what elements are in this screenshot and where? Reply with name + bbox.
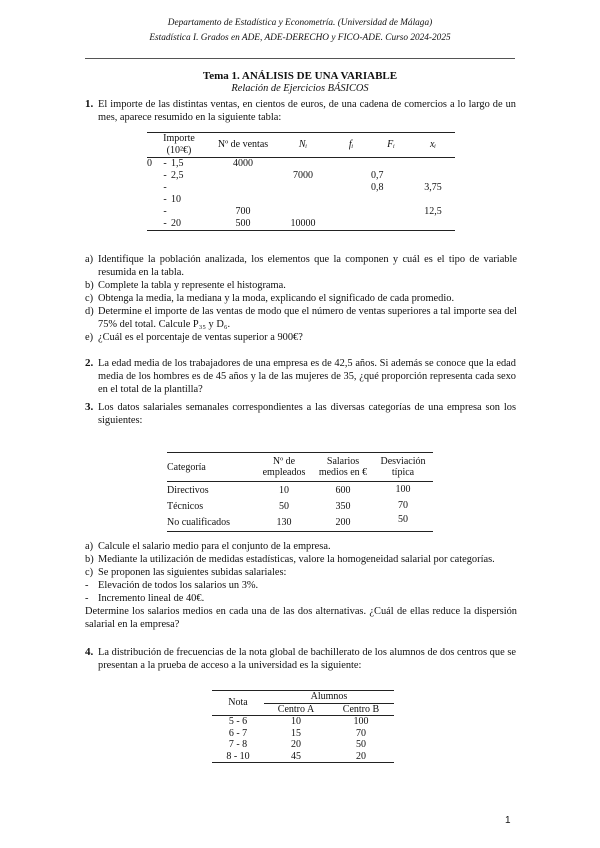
cell: 12,5 bbox=[424, 206, 442, 217]
header-desviacion bbox=[373, 453, 433, 482]
cell: - bbox=[163, 158, 167, 169]
cell bbox=[211, 170, 275, 182]
cell: 10 bbox=[291, 716, 301, 727]
question-3-text: Los datos salariales semanales correspondientes a las diversas categorías de una empresa son los siguientes: bbox=[98, 402, 516, 426]
cell: 8 - 10 bbox=[226, 750, 250, 762]
cell: 3,75 bbox=[424, 182, 442, 193]
header-alumnos: Alumnos bbox=[264, 691, 394, 704]
table-row bbox=[167, 482, 433, 497]
question-3-number: 3. bbox=[85, 401, 94, 413]
cell: 600 bbox=[335, 485, 351, 496]
list-item bbox=[85, 592, 517, 605]
item-text: ¿Cuál es el porcentaje de ventas superior a 900€? bbox=[98, 332, 303, 343]
cell: - bbox=[163, 170, 167, 181]
question-4-text: La distribución de frecuencias de la nota global de bachillerato de los alumnos de dos centros que se presentan a la prueba de acceso a la universidad es la siguiente: bbox=[98, 647, 516, 671]
grades-table-header-row bbox=[212, 691, 394, 704]
cell: 70 bbox=[398, 500, 408, 511]
cell: 0,8 bbox=[371, 182, 384, 193]
table-row bbox=[147, 206, 455, 218]
header-empleados-line1: Nº de bbox=[272, 456, 296, 467]
table-row bbox=[212, 751, 394, 763]
item-text: Determine el importe de las ventas de modo que el número de ventas superiores a tal importe sea del 75% del total. Calcule P₃₅ y D₆. bbox=[98, 306, 517, 330]
cell: 20 bbox=[356, 750, 366, 762]
cell bbox=[171, 206, 211, 218]
cell: 7000 bbox=[293, 170, 313, 181]
table-row bbox=[147, 182, 455, 194]
cell: Directivos bbox=[167, 485, 209, 496]
cell bbox=[371, 206, 411, 218]
cell bbox=[147, 182, 159, 194]
cell bbox=[331, 218, 371, 231]
item-label: c) bbox=[85, 293, 94, 304]
cell bbox=[331, 194, 371, 206]
item-text: Complete la tabla y represente el histograma. bbox=[98, 280, 286, 291]
table-row bbox=[167, 512, 433, 532]
question-1-text: El importe de las distintas ventas, en cientos de euros, de una cadena de comercios a lo largo de un mes, aparece resumido en la siguiente tabla: bbox=[98, 99, 516, 123]
header-centro-a: Centro A bbox=[277, 703, 315, 715]
salary-table-header-row bbox=[167, 453, 433, 482]
list-item bbox=[85, 279, 517, 292]
cell bbox=[411, 158, 455, 171]
cell: - bbox=[163, 182, 167, 193]
item-text: Identifique la población analizada, los elementos que la componen y cuál es el tipo de variable resumida en la tabla. bbox=[98, 254, 517, 278]
cell bbox=[211, 182, 275, 194]
header-num-ventas: Nº de ventas bbox=[217, 139, 269, 150]
page-subtitle: Relación de Ejercicios BÁSICOS bbox=[231, 83, 369, 94]
table-row bbox=[212, 728, 394, 740]
cell bbox=[275, 158, 331, 171]
cell: 5 - 6 bbox=[228, 716, 248, 727]
table-row bbox=[167, 496, 433, 512]
header-salarios bbox=[313, 453, 373, 482]
table-row bbox=[147, 158, 455, 171]
cell: - bbox=[163, 194, 167, 205]
cell bbox=[147, 218, 159, 231]
cell: 10 bbox=[171, 194, 181, 205]
cell: 50 bbox=[398, 514, 408, 525]
cell bbox=[371, 158, 411, 171]
item-label: a) bbox=[85, 541, 94, 552]
cell: 100 bbox=[353, 716, 369, 727]
cell bbox=[211, 194, 275, 206]
cell: 6 - 7 bbox=[228, 727, 248, 739]
list-item bbox=[85, 579, 517, 592]
cell: 0 bbox=[147, 158, 152, 169]
cell: Técnicos bbox=[167, 501, 204, 512]
cell: 1,5 bbox=[171, 158, 184, 169]
header-nota: Nota bbox=[212, 691, 264, 716]
item-label: - bbox=[85, 580, 89, 591]
cell bbox=[147, 206, 159, 218]
cell bbox=[275, 194, 331, 206]
header-course: Estadística I. Grados en ADE, ADE-DERECHO y FICO-ADE. Curso 2024-2025 bbox=[149, 33, 451, 43]
question-3-closing: Determine los salarios medios en cada una de las dos alternativas. ¿Cuál de ellas reduce la dispersión salarial en la empresa? bbox=[85, 606, 517, 630]
cell: 500 bbox=[235, 218, 251, 229]
cell: 4000 bbox=[233, 158, 253, 169]
question-1-number: 1. bbox=[85, 98, 94, 110]
list-item bbox=[85, 292, 517, 305]
question-1-items bbox=[85, 253, 517, 344]
cell: 10 bbox=[279, 485, 289, 496]
item-text: Se proponen las siguientes subidas salariales: bbox=[98, 567, 287, 578]
cell bbox=[371, 218, 411, 231]
item-text: Incremento lineal de 40€. bbox=[98, 593, 205, 604]
cell: 70 bbox=[356, 727, 366, 739]
header-department: Departamento de Estadística y Econometría. (Universidad de Málaga) bbox=[167, 18, 433, 28]
cell: - bbox=[163, 218, 167, 229]
question-2-number: 2. bbox=[85, 357, 94, 369]
cell: 45 bbox=[291, 750, 301, 762]
cell: 200 bbox=[335, 517, 351, 528]
header-empleados bbox=[255, 453, 313, 482]
cell bbox=[331, 182, 371, 194]
cell: 700 bbox=[235, 206, 251, 217]
cell bbox=[331, 170, 371, 182]
table-row bbox=[147, 170, 455, 182]
list-item bbox=[85, 305, 517, 331]
item-text: Calcule el salario medio para el conjunto de la empresa. bbox=[98, 541, 331, 552]
table-row bbox=[212, 716, 394, 728]
salary-table bbox=[167, 452, 433, 532]
item-label: e) bbox=[85, 332, 94, 343]
header-Ni: Nᵢ bbox=[298, 139, 308, 150]
cell bbox=[171, 182, 211, 194]
header-importe-unit: (10²€) bbox=[166, 145, 192, 156]
cell: 2,5 bbox=[171, 170, 184, 181]
item-text: Elevación de todos los salarios un 3%. bbox=[98, 580, 259, 591]
question-3-items bbox=[85, 540, 517, 631]
header-desviacion-line1: Desviación bbox=[380, 456, 426, 467]
cell bbox=[411, 218, 455, 231]
cell bbox=[147, 170, 159, 182]
header-rule bbox=[85, 58, 515, 59]
item-text: Mediante la utilización de medidas estadísticas, valore la homogeneidad salarial por categorías. bbox=[98, 554, 495, 565]
cell: 50 bbox=[279, 501, 289, 512]
cell: 15 bbox=[291, 727, 301, 739]
item-label: a) bbox=[85, 254, 94, 265]
cell: 100 bbox=[395, 483, 411, 495]
cell: 50 bbox=[356, 739, 366, 750]
cell bbox=[371, 194, 411, 206]
cell: 350 bbox=[335, 501, 351, 512]
table-row bbox=[147, 218, 455, 231]
item-label: b) bbox=[85, 280, 94, 291]
page-title: Tema 1. ANÁLISIS DE UNA VARIABLE bbox=[202, 70, 398, 82]
cell bbox=[147, 194, 159, 206]
cell: No cualificados bbox=[167, 517, 231, 528]
header-fi: fᵢ bbox=[348, 139, 354, 150]
cell: 20 bbox=[171, 218, 181, 229]
item-label: d) bbox=[85, 306, 94, 317]
cell: 130 bbox=[276, 517, 292, 528]
cell: - bbox=[163, 206, 167, 217]
cell bbox=[275, 206, 331, 218]
cell bbox=[331, 206, 371, 218]
cell bbox=[331, 158, 371, 171]
cell bbox=[411, 194, 455, 206]
list-item bbox=[85, 253, 517, 279]
sales-table bbox=[147, 132, 455, 231]
header-Fi: Fᵢ bbox=[387, 139, 395, 150]
list-item bbox=[85, 566, 517, 579]
header-categoria: Categoría bbox=[167, 461, 206, 473]
cell: 20 bbox=[291, 739, 301, 750]
cell bbox=[411, 170, 455, 182]
table-row bbox=[147, 194, 455, 206]
item-label: c) bbox=[85, 567, 94, 578]
cell bbox=[275, 182, 331, 194]
list-item bbox=[85, 331, 517, 344]
page-number: 1 bbox=[505, 815, 511, 826]
header-salarios-line2: medios en € bbox=[318, 467, 368, 478]
list-item bbox=[85, 553, 517, 566]
header-empleados-line2: empleados bbox=[262, 467, 306, 478]
item-label: - bbox=[85, 593, 89, 604]
header-centro-b: Centro B bbox=[342, 703, 380, 715]
item-label: b) bbox=[85, 554, 94, 565]
sales-table-header-row bbox=[147, 133, 455, 158]
header-importe: Importe bbox=[163, 133, 195, 144]
header-xi: xᵢ bbox=[429, 139, 437, 150]
header-desviacion-line2: típica bbox=[391, 467, 415, 478]
grades-table bbox=[212, 690, 394, 763]
table-row bbox=[212, 739, 394, 751]
item-text: Obtenga la media, la mediana y la moda, explicando el significado de cada promedio. bbox=[98, 293, 455, 304]
cell: 7 - 8 bbox=[228, 739, 248, 750]
question-4-number: 4. bbox=[85, 646, 94, 658]
list-item bbox=[85, 540, 517, 553]
cell: 0,7 bbox=[371, 170, 384, 181]
cell: 10000 bbox=[290, 218, 316, 229]
header-salarios-line1: Salarios bbox=[326, 456, 360, 467]
question-2-text: La edad media de los trabajadores de una empresa es de 42,5 años. Si además se conoce que la edad media de los hombres es de 45 años y la de las mujeres de 35, ¿qué proporción representa cada sexo en el total de la plantilla? bbox=[98, 358, 516, 395]
